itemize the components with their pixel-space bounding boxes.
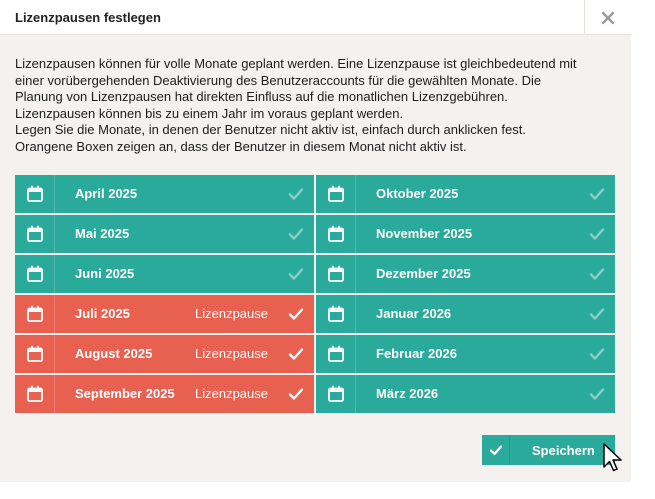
calendar-icon bbox=[15, 175, 55, 213]
check-icon bbox=[589, 226, 605, 242]
month-toggle[interactable] bbox=[15, 295, 314, 333]
check-icon bbox=[288, 186, 304, 202]
month-label: Mai 2025 bbox=[75, 226, 130, 241]
calendar-icon bbox=[15, 215, 55, 253]
calendar-icon bbox=[15, 375, 55, 413]
month-label: Februar 2026 bbox=[376, 346, 457, 361]
calendar-icon bbox=[316, 295, 356, 333]
check-icon bbox=[288, 266, 304, 282]
month-label: Oktober 2025 bbox=[376, 186, 459, 201]
month-toggle[interactable] bbox=[15, 215, 314, 253]
month-label: Dezember 2025 bbox=[376, 266, 471, 281]
month-toggle[interactable] bbox=[316, 335, 615, 373]
close-button[interactable] bbox=[584, 0, 631, 35]
check-icon bbox=[288, 346, 304, 362]
month-toggle[interactable] bbox=[15, 335, 314, 373]
save-button-label: Speichern bbox=[532, 443, 595, 458]
pause-status: Lizenzpause bbox=[195, 346, 268, 361]
month-label: Juli 2025 bbox=[75, 306, 130, 321]
calendar-icon bbox=[15, 335, 55, 373]
month-toggle[interactable] bbox=[316, 375, 615, 413]
description-line: Lizenzpausen können bis zu einem Jahr im voraus geplant werden. bbox=[15, 105, 404, 121]
check-icon bbox=[589, 306, 605, 322]
month-label: November 2025 bbox=[376, 226, 473, 241]
calendar-icon bbox=[316, 375, 356, 413]
calendar-icon bbox=[15, 255, 55, 293]
check-icon bbox=[482, 435, 510, 465]
month-toggle[interactable] bbox=[316, 255, 615, 293]
month-label: März 2026 bbox=[376, 386, 439, 401]
month-label: Januar 2026 bbox=[376, 306, 452, 321]
check-icon bbox=[288, 226, 304, 242]
month-toggle[interactable] bbox=[316, 175, 615, 213]
month-toggle[interactable] bbox=[316, 215, 615, 253]
month-toggle[interactable] bbox=[316, 295, 615, 333]
month-label: September 2025 bbox=[75, 386, 175, 401]
description-line: einer vorübergehenden Deaktivierung des Benutzeraccounts für die gewählten Monate. Die bbox=[15, 72, 542, 88]
dialog-title: Lizenzpausen festlegen bbox=[15, 10, 161, 25]
mouse-cursor-icon bbox=[602, 443, 624, 475]
check-icon bbox=[589, 386, 605, 402]
calendar-icon bbox=[316, 255, 356, 293]
description-line: Lizenzpausen können für volle Monate geplant werden. Eine Lizenzpause ist gleichbedeutend mit bbox=[15, 56, 577, 71]
month-label: Juni 2025 bbox=[75, 266, 135, 281]
month-toggle[interactable] bbox=[15, 375, 314, 413]
dialog-description bbox=[15, 56, 620, 156]
close-icon[interactable] bbox=[601, 11, 615, 25]
description-line: Legen Sie die Monate, in denen der Benutzer nicht aktiv ist, einfach durch anklicken fest. bbox=[15, 122, 526, 138]
month-toggle[interactable] bbox=[15, 255, 314, 293]
calendar-icon bbox=[316, 215, 356, 253]
month-label: August 2025 bbox=[75, 346, 153, 361]
save-button[interactable] bbox=[482, 435, 615, 465]
description-line: Planung von Lizenzpausen hat direkten Einfluss auf die monatlichen Lizenzgebühren. bbox=[15, 89, 508, 105]
check-icon bbox=[589, 266, 605, 282]
description-line: Orangene Boxen zeigen an, dass der Benutzer in diesem Monat nicht aktiv ist. bbox=[15, 138, 467, 154]
calendar-icon bbox=[316, 175, 356, 213]
month-label: April 2025 bbox=[75, 186, 138, 201]
month-toggle[interactable] bbox=[15, 175, 314, 213]
dialog-header bbox=[0, 0, 631, 35]
check-icon bbox=[288, 386, 304, 402]
check-icon bbox=[288, 306, 304, 322]
calendar-icon bbox=[15, 295, 55, 333]
month-grid bbox=[15, 175, 615, 413]
calendar-icon bbox=[316, 335, 356, 373]
check-icon bbox=[589, 346, 605, 362]
pause-status: Lizenzpause bbox=[195, 386, 268, 401]
check-icon bbox=[589, 186, 605, 202]
pause-status: Lizenzpause bbox=[195, 306, 268, 321]
